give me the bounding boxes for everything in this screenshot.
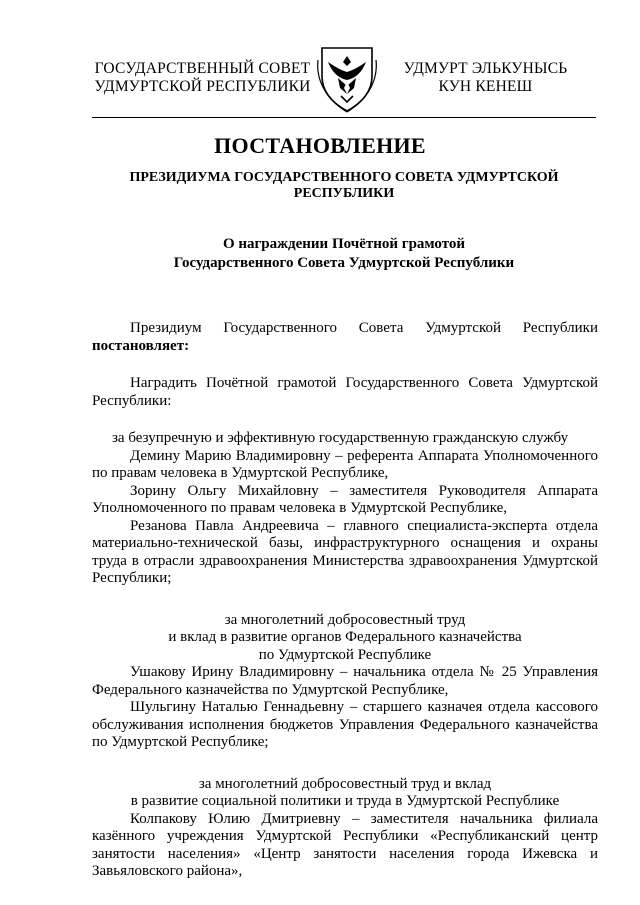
awardee-5: Шульгину Наталью Геннадьевну – старшего казначея отдела кассового обслуживания исполнения бюджетов Управления Федерального казначейства по Удмуртской Республике; [92,699,598,750]
header-left-line1: ГОСУДАРСТВЕННЫЙ СОВЕТ [94,60,311,77]
emblem-icon [314,42,380,114]
awardee-6: Колпакову Юлию Дмитриевну – заместителя начальника филиала казённого учреждения Удмуртской Республики «Республиканский центр занятости населения» «Центр занятости населения города Ижевска и Завьяловского района», [92,810,598,879]
category-2-line1: за многолетний добросовестный труд [224,611,466,628]
header-left [90,60,315,96]
category-2 [92,612,598,665]
document-subject [92,235,596,273]
category-3-line2: в развитие социальной политики и труда в Удмуртской Республике [130,793,560,809]
header-left-line2: УДМУРТСКОЙ РЕСПУБЛИКИ [94,78,311,95]
header-right-line2: КУН КЕНЕШ [438,78,533,95]
subject-line2: Государственного Совета Удмуртской Республики [173,255,515,271]
award-paragraph: Наградить Почётной грамотой Государственного Совета Удмуртской Республики: [92,375,598,409]
category-2-line3: по Удмуртской Республике [258,646,432,663]
document-title: ПОСТАНОВЛЕНИЕ [214,133,426,158]
category-1: за безупречную и эффективную государственную гражданскую службу [112,430,569,446]
resolves-text [92,338,598,356]
subject-line1: О награждении Почётной грамотой [222,236,466,252]
category-3-line1: за многолетний добросовестный труд и вклад [198,775,492,792]
category-3 [92,776,598,811]
category-2-line2: и вклад в развитие органов Федерального казначейства [168,629,522,645]
awardee-2: Зорину Ольгу Михайловну – заместителя Руководителя Аппарата Уполномоченного по правам человека в Удмуртской Республике, [92,482,598,516]
document-body [92,320,598,881]
header-divider [92,117,596,118]
header-right-line1: УДМУРТ ЭЛЬКУНЫСЬ [403,60,568,77]
resolves-bold: постановляет: [92,337,190,354]
awardee-4: Ушакову Ирину Владимировну – начальника отдела № 25 Управления Федерального казначейства по Удмуртской Республике, [92,664,598,698]
awardee-1: Демину Марию Владимировну – референта Аппарата Уполномоченного по правам человека в Удмуртской Республике, [92,447,598,481]
awardee-3: Резанова Павла Андреевича – главного специалиста-эксперта отдела материально-технической базы, инфраструктурного оснащения и охраны труда в отрасли здравоохранения Министерства здравоохранения Удмуртской Республики; [92,517,598,586]
presidium-paragraph: Президиум Государственного Совета Удмуртской Республики [130,320,598,336]
header-right [398,60,573,96]
document-subtitle: ПРЕЗИДИУМА ГОСУДАРСТВЕННОГО СОВЕТА УДМУРТСКОЙ РЕСПУБЛИКИ [129,170,559,201]
